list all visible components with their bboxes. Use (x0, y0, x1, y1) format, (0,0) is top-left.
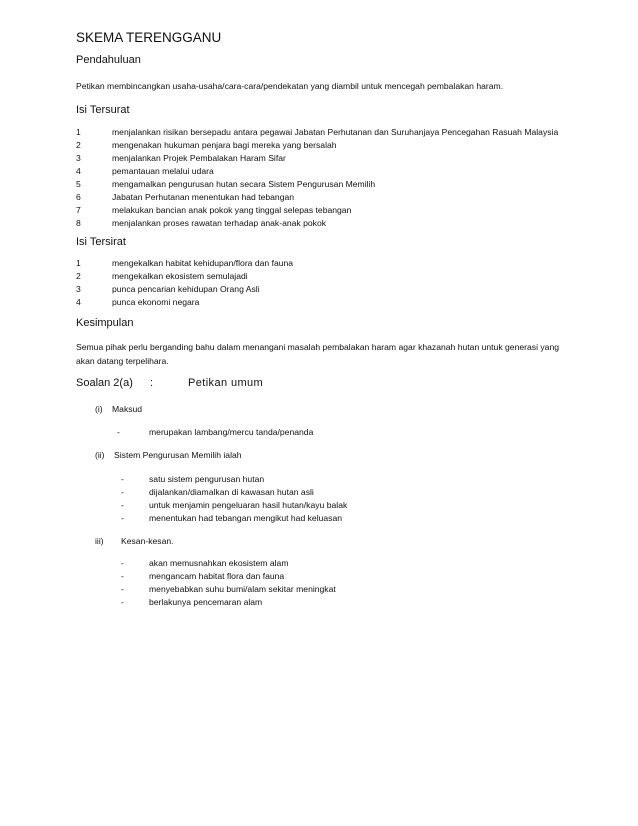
bullet-text: menentukan had tebangan mengikut had keluasan (149, 513, 343, 523)
bullet-text: akan memusnahkan ekosistem alam (149, 558, 289, 568)
bullet-text: untuk menjamin pengeluaran hasil hutan/kayu balak (149, 500, 348, 510)
list-item-text: mengekalkan habitat kehidupan/flora dan fauna (112, 258, 294, 268)
bullet-dash: - (121, 571, 124, 581)
part-number: (i) (95, 404, 103, 414)
list-item-text: punca ekonomi negara (112, 297, 200, 307)
kesimpulan-text-line-2: akan datang terpelihara. (76, 356, 169, 366)
bullet-dash: - (121, 558, 124, 568)
list-item-text: Jabatan Perhutanan menentukan had tebangan (112, 192, 295, 202)
bullet-dash: - (121, 597, 124, 607)
list-item-number: 8 (76, 218, 81, 228)
list-item-text: menjalankan risikan bersepadu antara pegawai Jabatan Perhutanan dan Suruhanjaya Pencegahan Rasuah Malaysia (112, 127, 559, 137)
bullet-dash: - (121, 487, 124, 497)
list-item-number: 4 (76, 297, 81, 307)
bullet-text: berlakunya pencemaran alam (149, 597, 263, 607)
bullet-text: menyebabkan suhu bumi/alam sekitar meningkat (149, 584, 336, 594)
list-item-text: pemantauan melalui udara (112, 166, 214, 176)
list-item-text: menjalankan proses rawatan terhadap anak-anak pokok (112, 218, 327, 228)
list-item-number: 3 (76, 284, 81, 294)
list-item-number: 4 (76, 166, 81, 176)
bullet-dash: - (121, 513, 124, 523)
list-item-text: melakukan bancian anak pokok yang tinggal selepas tebangan (112, 205, 352, 215)
section-heading-kesimpulan: Kesimpulan (76, 317, 134, 329)
bullet-dash: - (121, 474, 124, 484)
list-item-number: 3 (76, 153, 81, 163)
list-item-number: 6 (76, 192, 81, 202)
bullet-text: merupakan lambang/mercu tanda/penanda (149, 427, 314, 437)
bullet-text: dijalankan/diamalkan di kawasan hutan asli (149, 487, 314, 497)
list-item-number: 1 (76, 258, 81, 268)
part-label: Kesan-kesan. (121, 536, 174, 546)
part-label: Sistem Pengurusan Memilih ialah (114, 450, 242, 460)
question-colon: : (150, 377, 154, 389)
list-item-number: 1 (76, 127, 81, 137)
list-item-text: punca pencarian kehidupan Orang Asli (112, 284, 260, 294)
part-number: iii) (95, 536, 104, 546)
question-subject: Petikan umum (188, 377, 264, 389)
list-item-number: 7 (76, 205, 81, 215)
bullet-dash: - (117, 427, 120, 437)
list-item-text: menjalankan Projek Pembalakan Haram Sifar (112, 153, 286, 163)
list-item-number: 2 (76, 271, 81, 281)
section-heading-isi-tersurat: Isi Tersurat (76, 104, 130, 116)
kesimpulan-text-line-1: Semua pihak perlu berganding bahu dalam menangani masalah pembalakan haram agar khazanah hutan untuk generasi yang (76, 342, 560, 352)
document-title: SKEMA TERENGGANU (76, 30, 222, 45)
pendahuluan-text: Petikan membincangkan usaha-usaha/cara-cara/pendekatan yang diambil untuk mencegah pembalakan haram. (76, 81, 504, 91)
list-item-text: mengekalkan ekosistem semulajadi (112, 271, 248, 281)
list-item-number: 5 (76, 179, 81, 189)
question-label: Soalan 2(a) (76, 377, 133, 389)
section-heading-pendahuluan: Pendahuluan (76, 54, 141, 66)
bullet-text: mengancam habitat flora dan fauna (149, 571, 285, 581)
list-item-text: mengamalkan pengurusan hutan secara Sistem Pengurusan Memilih (112, 179, 376, 189)
part-label: Maksud (112, 404, 143, 414)
part-number: (ii) (95, 450, 105, 460)
bullet-dash: - (121, 500, 124, 510)
list-item-number: 2 (76, 140, 81, 150)
list-item-text: mengenakan hukuman penjara bagi mereka yang bersalah (112, 140, 337, 150)
bullet-dash: - (121, 584, 124, 594)
bullet-text: satu sistem pengurusan hutan (149, 474, 265, 484)
section-heading-isi-tersirat: Isi Tersirat (76, 236, 126, 248)
